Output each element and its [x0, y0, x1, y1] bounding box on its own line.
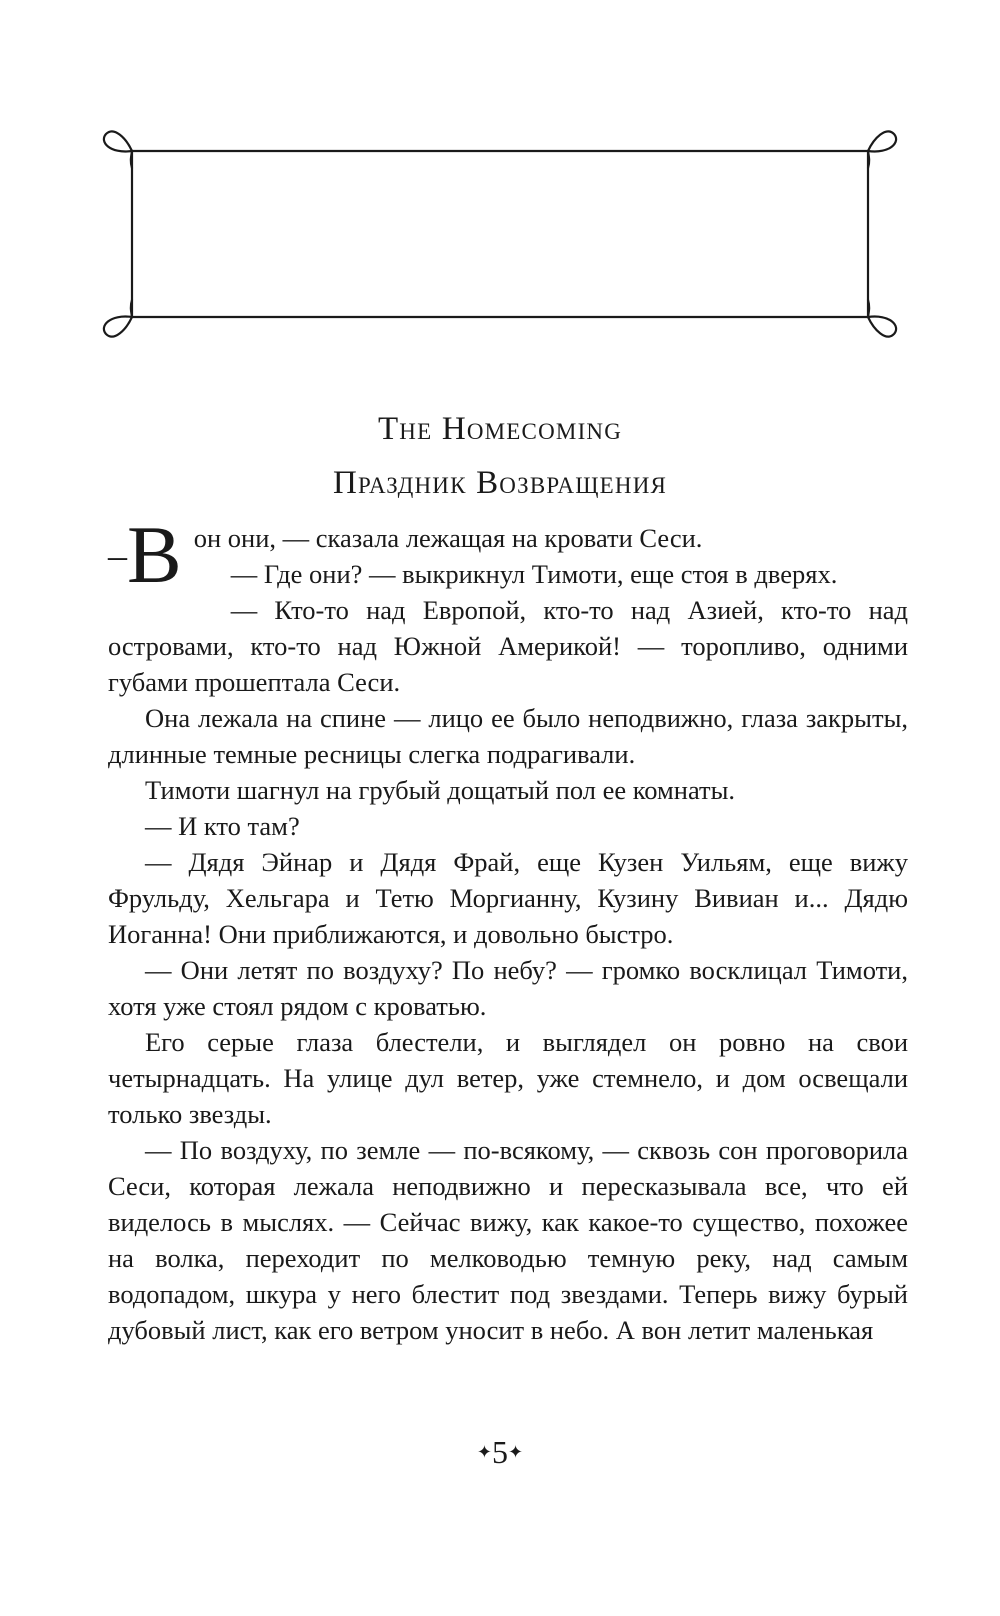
- paragraph: Она лежала на спине — лицо ее было неподвижно, глаза закрыты, длинные темные ресницы слегка подрагивали.: [108, 703, 908, 769]
- chapter-title-russian: Праздник Возвращения: [332, 465, 668, 501]
- star-ornament-icon: ✦: [508, 1442, 524, 1462]
- paragraph: Его серые глаза блестели, и выглядел он ровно на свои четырнадцать. На улице дул ветер, уже стемнело, и дом освещали только звезды.: [108, 1027, 908, 1129]
- paragraph: — Где они? — выкрикнул Тимоти, еще стоя в дверях.: [230, 559, 838, 589]
- chapter-title-english: The Homecoming: [377, 411, 623, 447]
- page-number-footer: [0, 1434, 1000, 1471]
- star-ornament-icon: ✦: [476, 1442, 492, 1462]
- paragraph: — По воздуху, по земле — по-всякому, — сквозь сон проговорила Сеси, которая лежала неподвижно и пересказывала все, что ей виделось в мыслях. — Сейчас вижу, как какое-то существо, похожее на волка, переходит по мелководью темную реку, над самым водопадом, шкура у него блестит под звездами. Теперь вижу бурый дубовый лист, как его ветром уносит в небо. А вон летит маленькая: [108, 1135, 908, 1345]
- body-text: [108, 509, 908, 1348]
- paragraph: — Они летят по воздуху? По небу? — громко восклицал Тимоти, хотя уже стоял рядом с кроватью.: [108, 955, 908, 1021]
- page-number: 5: [492, 1434, 508, 1470]
- paragraph-text: он они, — сказала лежащая на кровати Сеси.: [193, 523, 703, 553]
- paragraph: — И кто там?: [145, 811, 300, 841]
- drop-cap-dash: –: [108, 535, 127, 577]
- drop-cap-letter: В: [127, 509, 182, 600]
- drop-cap: [108, 509, 182, 607]
- chapter-title: [0, 402, 1000, 510]
- decorative-frame: [100, 118, 900, 350]
- paragraph: — Дядя Эйнар и Дядя Фрай, еще Кузен Уильям, еще вижу Фрульду, Хельгара и Тетю Моргианну, Кузину Вивиан и... Дядю Иоганна! Они приближаются, и довольно быстро.: [108, 847, 908, 949]
- paragraph: — Кто-то над Европой, кто-то над Азией, кто-то над островами, кто-то над Южной Америкой! — торопливо, одними губами прошептала Сеси.: [108, 595, 908, 697]
- paragraph: Тимоти шагнул на грубый дощатый пол ее комнаты.: [145, 775, 736, 805]
